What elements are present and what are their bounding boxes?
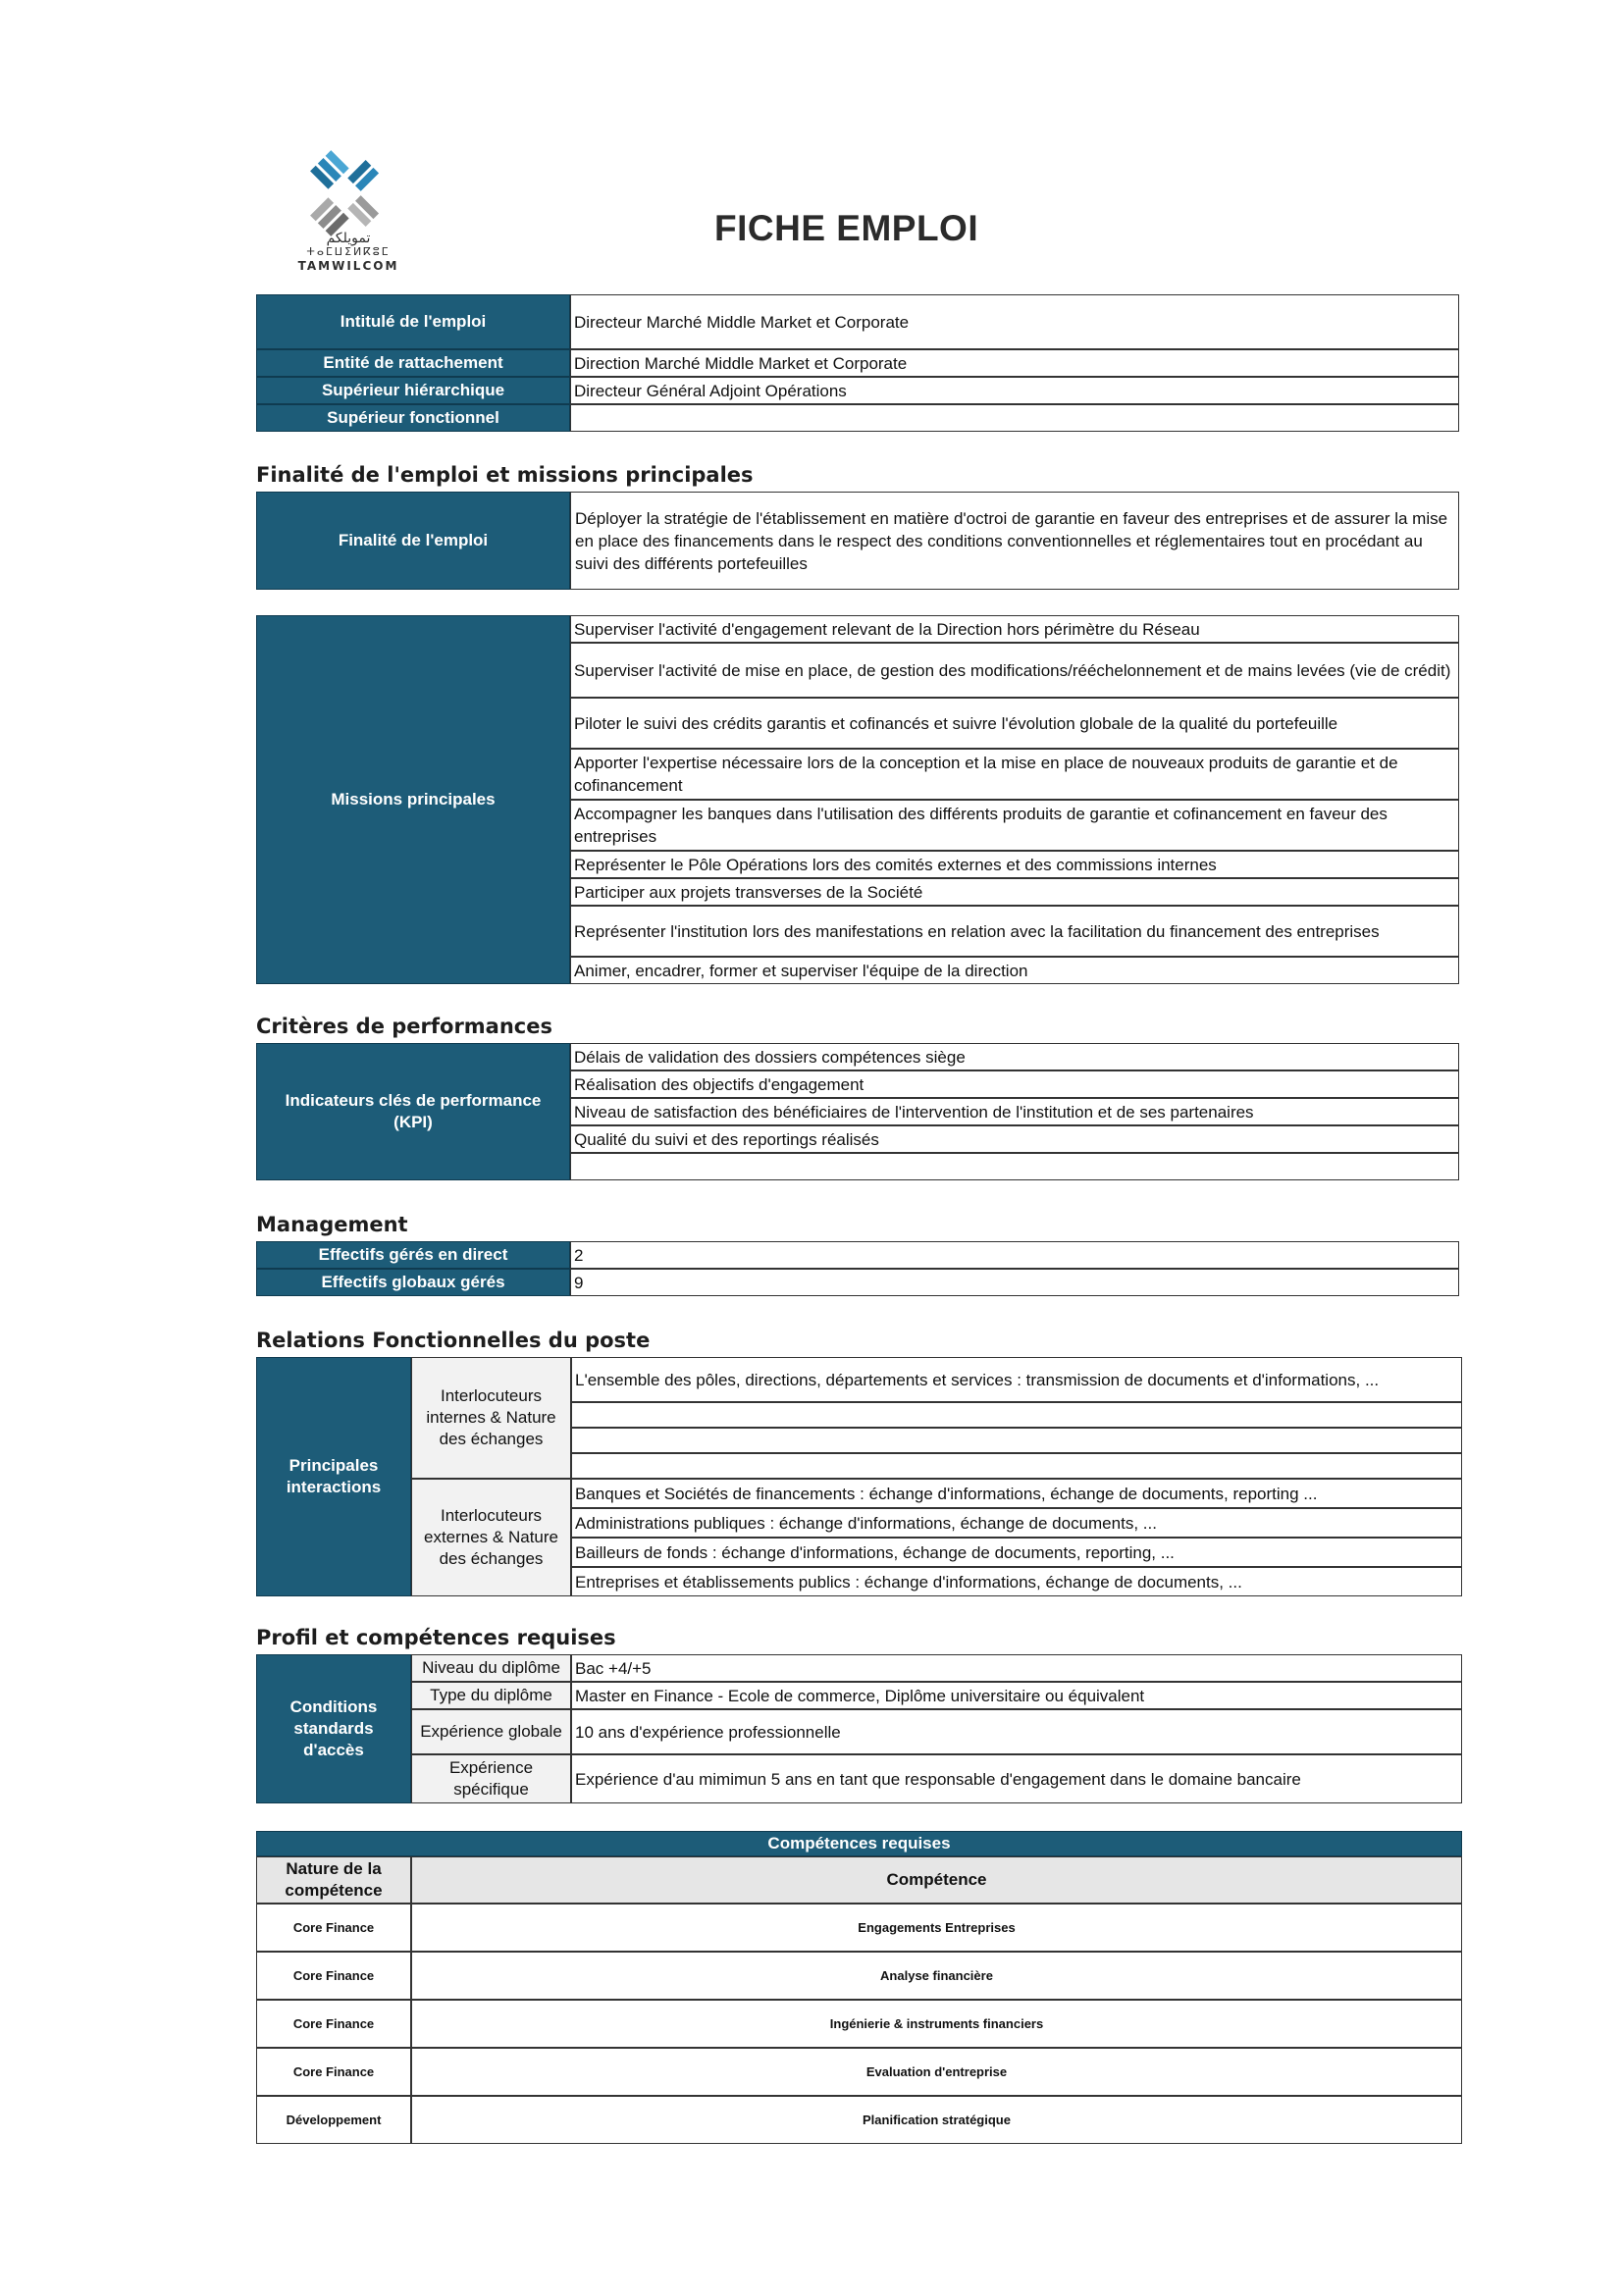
competence-nature: Core Finance <box>256 2048 411 2096</box>
profil-label: Conditions standards d'accès <box>256 1654 411 1803</box>
competence-nature: Core Finance <box>256 1904 411 1952</box>
id-value-intitule: Directeur Marché Middle Market et Corporate <box>570 294 1459 349</box>
mission-item: Représenter l'institution lors des manifestations en relation avec la facilitation du financement des entreprises <box>570 906 1459 957</box>
section-title-relations: Relations Fonctionnelles du poste <box>256 1329 651 1352</box>
id-value-superieur-hierarchique: Directeur Général Adjoint Opérations <box>570 377 1459 404</box>
logo-tifinagh: ⵜⴰⵎⵡⵉⵍⴽⵓⵎ <box>306 245 391 258</box>
kpi-item: Niveau de satisfaction des bénéficiaires de l'intervention de l'institution et de ses partenaires <box>570 1098 1459 1125</box>
missions-label: Missions principales <box>256 615 570 984</box>
competence-nature: Core Finance <box>256 1952 411 2000</box>
page-title: FICHE EMPLOI <box>714 208 979 248</box>
mission-item: Superviser l'activité de mise en place, de gestion des modifications/rééchelonnement et de mains levées (vie de crédit) <box>570 643 1459 698</box>
relations-internal-label: Interlocuteurs internes & Nature des échanges <box>411 1357 571 1479</box>
section-title-profil: Profil et compétences requises <box>256 1626 616 1649</box>
profil-label-experience-globale: Expérience globale <box>411 1709 571 1754</box>
management-label-global: Effectifs globaux gérés <box>256 1269 570 1296</box>
competence-nature: Core Finance <box>256 2000 411 2048</box>
section-title-performance: Critères de performances <box>256 1015 552 1038</box>
competences-col-competence: Compétence <box>411 1856 1462 1904</box>
relation-external-item: Bailleurs de fonds : échange d'informations, échange de documents, reporting, ... <box>571 1538 1462 1567</box>
relation-external-item: Entreprises et établissements publics : échange d'informations, échange de documents, ... <box>571 1567 1462 1596</box>
logo-arabic: تمويلكم <box>326 231 371 246</box>
id-label-intitule: Intitulé de l'emploi <box>256 294 570 349</box>
kpi-item: Qualité du suivi et des reportings réalisés <box>570 1125 1459 1153</box>
profil-value-type: Master en Finance - Ecole de commerce, Diplôme universitaire ou équivalent <box>571 1682 1462 1709</box>
relation-internal-item <box>571 1428 1462 1453</box>
relation-internal-item: L'ensemble des pôles, directions, départements et services : transmission de documents et d'informations, ... <box>571 1357 1462 1402</box>
logo-latin: TAMWILCOM <box>297 259 399 273</box>
id-value-superieur-fonctionnel <box>570 404 1459 432</box>
management-value-direct: 2 <box>570 1241 1459 1269</box>
relation-external-item: Banques et Sociétés de financements : échange d'informations, échange de documents, reporting ... <box>571 1479 1462 1508</box>
section-title-management: Management <box>256 1213 408 1236</box>
management-label-direct: Effectifs gérés en direct <box>256 1241 570 1269</box>
management-value-global: 9 <box>570 1269 1459 1296</box>
competence-name: Ingénierie & instruments financiers <box>411 2000 1462 2048</box>
mission-item: Participer aux projets transverses de la Société <box>570 878 1459 906</box>
section-title-finalite: Finalité de l'emploi et missions principales <box>256 463 754 487</box>
mission-item: Animer, encadrer, former et superviser l'équipe de la direction <box>570 957 1459 984</box>
profil-label-experience-specifique: Expérience spécifique <box>411 1754 571 1803</box>
profil-value-experience-globale: 10 ans d'expérience professionnelle <box>571 1709 1462 1754</box>
kpi-item: Réalisation des objectifs d'engagement <box>570 1070 1459 1098</box>
relations-label: Principales interactions <box>256 1357 411 1596</box>
finalite-text: Déployer la stratégie de l'établissement en matière d'octroi de garantie en faveur des entreprises et de assurer la mise en place des financements dans le respect des conditions conventionnelles et réglementaires tout en procédant au suivi des différents portefeuilles <box>570 492 1459 590</box>
mission-item: Piloter le suivi des crédits garantis et cofinancés et suivre l'évolution globale de la qualité du portefeuille <box>570 698 1459 749</box>
relation-external-item: Administrations publiques : échange d'informations, échange de documents, ... <box>571 1508 1462 1538</box>
competence-name: Planification stratégique <box>411 2096 1462 2144</box>
mission-item: Apporter l'expertise nécessaire lors de la conception et la mise en place de nouveaux produits de garantie et de cofinancement <box>570 749 1459 800</box>
mission-item: Représenter le Pôle Opérations lors des comités externes et des commissions internes <box>570 851 1459 878</box>
id-value-entite: Direction Marché Middle Market et Corporate <box>570 349 1459 377</box>
competences-header: Compétences requises <box>256 1831 1462 1856</box>
profil-label-niveau: Niveau du diplôme <box>411 1654 571 1682</box>
id-label-superieur-fonctionnel: Supérieur fonctionnel <box>256 404 570 432</box>
finalite-label: Finalité de l'emploi <box>256 492 570 590</box>
relation-internal-item <box>571 1402 1462 1428</box>
mission-item: Accompagner les banques dans l'utilisation des différents produits de garantie et cofinancement en faveur des entreprises <box>570 800 1459 851</box>
kpi-item <box>570 1153 1459 1180</box>
competence-name: Analyse financière <box>411 1952 1462 2000</box>
profil-value-niveau: Bac +4/+5 <box>571 1654 1462 1682</box>
competence-nature: Développement <box>256 2096 411 2144</box>
profil-value-experience-specifique: Expérience d'au mimimun 5 ans en tant que responsable d'engagement dans le domaine bancaire <box>571 1754 1462 1803</box>
relation-internal-item <box>571 1453 1462 1479</box>
competences-col-nature: Nature de la compétence <box>256 1856 411 1904</box>
mission-item: Superviser l'activité d'engagement relevant de la Direction hors périmètre du Réseau <box>570 615 1459 643</box>
competence-name: Engagements Entreprises <box>411 1904 1462 1952</box>
logo-wordmark <box>285 232 412 273</box>
kpi-label: Indicateurs clés de performance (KPI) <box>256 1043 570 1180</box>
id-label-entite: Entité de rattachement <box>256 349 570 377</box>
competence-name: Evaluation d'entreprise <box>411 2048 1462 2096</box>
kpi-item: Délais de validation des dossiers compétences siège <box>570 1043 1459 1070</box>
profil-label-type: Type du diplôme <box>411 1682 571 1709</box>
relations-external-label: Interlocuteurs externes & Nature des échanges <box>411 1479 571 1596</box>
id-label-superieur-hierarchique: Supérieur hiérarchique <box>256 377 570 404</box>
